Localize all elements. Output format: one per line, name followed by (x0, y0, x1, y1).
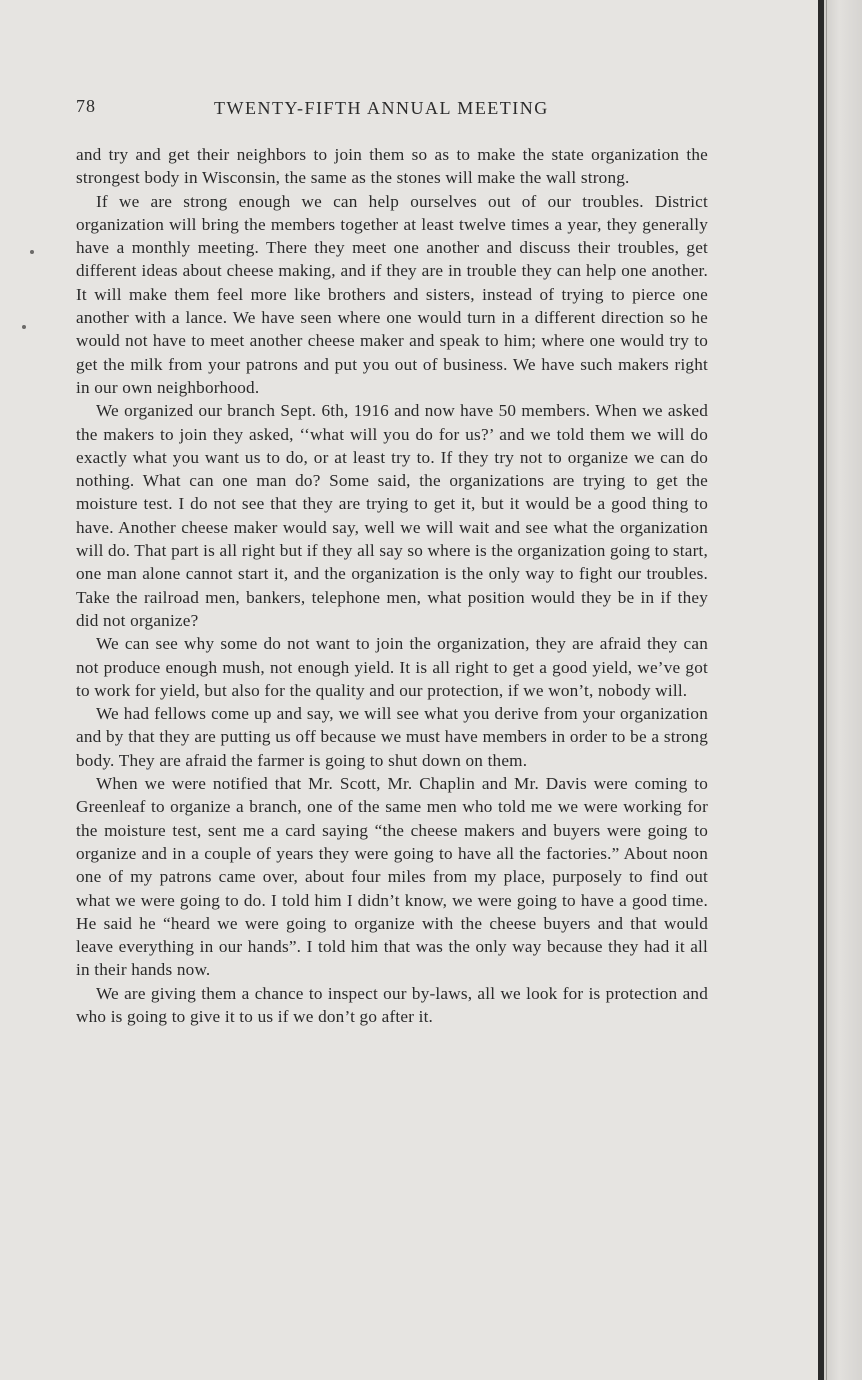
running-head: TWENTY-FIFTH ANNUAL MEETING (214, 98, 549, 118)
paragraph: We are giving them a chance to inspect our by-laws, all we look for is protection and who is going to give it to us if we don’t go after it. (76, 983, 708, 1026)
paper-speck (22, 325, 26, 329)
paragraph: When we were notified that Mr. Scott, Mr. Chaplin and Mr. Davis were coming to Greenleaf to organize a branch, one of the same men who told me we were working for the moisture test, sent me a card saying “the cheese makers and buyers were going to organize and in a couple of years they were going to have all the factories.” About noon one of my patrons came over, about four miles from my place, purposely to find out what we were going to do. I told him I didn’t know, we were going to have a good time. He said he “heard we were going to organize with the cheese buyers and that would leave everything in our hands”. I told him that was the only way because they had it all in their hands now. (76, 774, 708, 980)
adjacent-page-edge (824, 0, 862, 1380)
page-number: 78 (76, 96, 96, 116)
body-text (76, 143, 708, 1028)
page-header (76, 96, 710, 120)
paragraph: We organized our branch Sept. 6th, 1916 and now have 50 members. When we asked the makers to join they asked, ‘‘what will you do for us?’ and we told them we will do exactly what you want us to do, or at least try to. If they try not to organize we can do nothing. What can one man do? Some said, the organizations are trying to get the moisture test. I do not see that they are trying to get it, but it would be a good thing to have. Another cheese maker would say, well we will wait and see what the organization will do. That part is all right but if they all say so where is the organization going to start, one man alone cannot start it, and the organization is the only way to fight our troubles. Take the railroad men, bankers, telephone men, what position would they be in if they did not organize? (76, 401, 708, 630)
paragraph: We had fellows come up and say, we will see what you derive from your organization and by that they are putting us off because we must have members in order to be a strong body. They are afraid the farmer is going to shut down on them. (76, 704, 708, 770)
page-edge-line (826, 0, 827, 1380)
paragraph: and try and get their neighbors to join them so as to make the state organization the strongest body in Wisconsin, the same as the stones will make the wall strong. (76, 145, 708, 188)
paragraph: We can see why some do not want to join the organization, they are afraid they can not produce enough mush, not enough yield. It is all right to get a good yield, we’ve got to work for yield, but also for the quality and our protection, if we won’t, nobody will. (76, 634, 708, 700)
paper-speck (30, 250, 34, 254)
paragraph: If we are strong enough we can help ourselves out of our troubles. District organization will bring the members together at least twelve times a year, they generally have a monthly meeting. There they meet one another and discuss their troubles, get different ideas about cheese making, and if they are in trouble they can help one another. It will make them feel more like brothers and sisters, instead of trying to pierce one another with a lance. We have seen where one would turn in a different direction so he would not have to meet another cheese maker and speak to him; where one would try to get the milk from your patrons and put you out of business. We have such makers right in our own neighborhood. (76, 191, 708, 397)
